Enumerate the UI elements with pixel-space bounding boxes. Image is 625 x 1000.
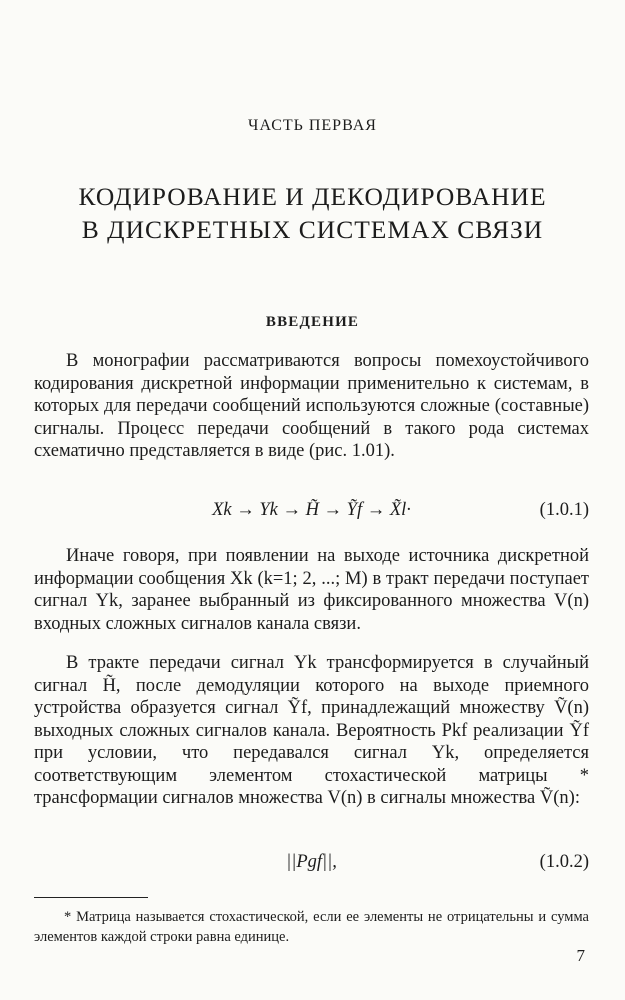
chapter-title-line-1: КОДИРОВАНИЕ И ДЕКОДИРОВАНИЕ <box>78 182 547 211</box>
footnote-text: * Матрица называется стохастической, если ее элементы не отрицательны и сумма элементов каждой строки равна единице. <box>34 909 589 945</box>
footnote-divider <box>34 897 148 898</box>
paragraph-2-text: Иначе говоря, при появлении на выходе источника дискретной информации сообщения Xk (k=1; 2, ...; M) в тракт передачи поступает сигнал Yk, заранее выбранный из фиксированного множества V(n) входных сложных сигналов канала связи. <box>34 546 589 634</box>
chapter-title <box>0 180 625 246</box>
intro-paragraph-text: В монографии рассматриваются вопросы помехоустойчивого кодирования дискретной информации применительно к системам, в которых для передачи сообщений используются сложные (составные) сигналы. Процесс передачи сообщений в такого рода системах схематично представляется в виде (рис. 1.01). <box>34 351 589 461</box>
paragraph-2 <box>34 545 589 635</box>
chapter-title-line-2: В ДИСКРЕТНЫХ СИСТЕМАХ СВЯЗИ <box>81 215 544 244</box>
equation-2-expression: ||Pgf||, <box>286 852 337 872</box>
equation-2-number: (1.0.2) <box>539 852 589 872</box>
paragraph-3 <box>34 652 589 810</box>
equation-1-0-2 <box>34 852 589 882</box>
intro-paragraph <box>34 350 589 463</box>
part-label: ЧАСТЬ ПЕРВАЯ <box>248 117 377 134</box>
equation-1-0-1 <box>34 500 589 530</box>
section-heading: ВВЕДЕНИЕ <box>265 314 360 330</box>
equation-1-expression: Xk → Yk → H̃ → Ỹf → X̃l· <box>212 500 411 520</box>
equation-1-number: (1.0.1) <box>539 500 589 520</box>
footnote <box>34 907 589 947</box>
paragraph-3-text: В тракте передачи сигнал Yk трансформируется в случайный сигнал H̃, после демодуляции которого на выходе приемного устройства образуется сигнал Ỹf, принадлежащий множеству Ṽ(n) выходных сложных сигналов канала. Вероятность Pkf реализации Ỹf при условии, что передавался сигнал Yk, определяется соответствующим элементом стохастической матрицы * трансформации сигналов множества V(n) в сигналы множества Ṽ(n): <box>34 653 589 808</box>
page-number: 7 <box>576 946 585 965</box>
